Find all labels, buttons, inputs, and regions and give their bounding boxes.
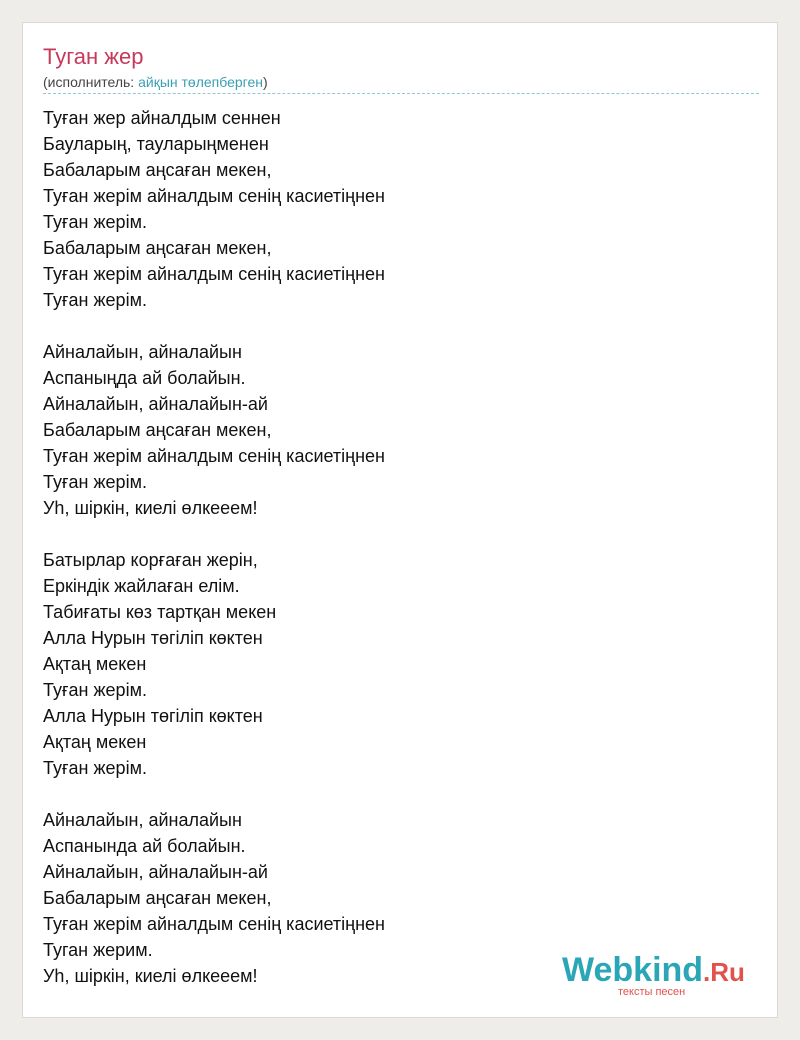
artist-link[interactable]: айқын төлепберген bbox=[138, 74, 263, 90]
lyric-line: Бабаларым аңсаған мекен, bbox=[43, 888, 272, 908]
lyric-line: Бабаларым аңсаған мекен, bbox=[43, 160, 272, 180]
artist-line bbox=[43, 73, 268, 91]
lyric-line: Туған жерім. bbox=[43, 472, 147, 492]
lyric-line: Табиғаты көз тартқан мекен bbox=[43, 602, 277, 622]
lyric-line: Еркіндік жайлаған елім. bbox=[43, 576, 240, 596]
lyric-line: Туған жерім айналдым сенің касиетіңнен bbox=[43, 264, 385, 284]
lyric-line: Ақтаң мекен bbox=[43, 654, 147, 674]
lyrics-card bbox=[22, 22, 778, 1018]
lyric-line: Айналайын, айналайын-ай bbox=[43, 394, 268, 414]
lyric-line: Туган жерим. bbox=[43, 940, 153, 960]
lyric-line: Туған жерім. bbox=[43, 680, 147, 700]
lyrics-body bbox=[43, 105, 759, 1015]
lyric-line: Туған жерім. bbox=[43, 212, 147, 232]
lyric-line: Бабаларым аңсаған мекен, bbox=[43, 238, 272, 258]
artist-suffix: ) bbox=[263, 74, 268, 90]
lyric-line: Айналайын, айналайын bbox=[43, 342, 242, 362]
stanza bbox=[43, 339, 759, 521]
lyric-line: Туған жерім. bbox=[43, 758, 147, 778]
lyric-line: Туған жерім айналдым сенің касиетіңнен bbox=[43, 914, 385, 934]
title-divider bbox=[43, 93, 759, 94]
logo-wordmark bbox=[562, 952, 745, 990]
lyric-line: Алла Нурын төгіліп көктен bbox=[43, 628, 263, 648]
lyric-line: Аспаныңда ай болайын. bbox=[43, 368, 246, 388]
song-title: Туган жер bbox=[43, 44, 144, 69]
lyric-line: Уһ, шіркін, киелі өлкееем! bbox=[43, 966, 258, 986]
webkind-logo[interactable] bbox=[562, 952, 762, 1000]
lyric-line: Айналайын, айналайын bbox=[43, 810, 242, 830]
lyric-line: Туған жерім айналдым сенің касиетіңнен bbox=[43, 186, 385, 206]
lyric-line: Туған жер айналдым сеннен bbox=[43, 108, 281, 128]
logo-brand: Webkind bbox=[562, 951, 704, 989]
stanza bbox=[43, 547, 759, 781]
lyric-line: Аспанында ай болайын. bbox=[43, 836, 246, 856]
logo-tagline: тексты песен bbox=[618, 986, 686, 998]
lyric-line: Айналайын, айналайын-ай bbox=[43, 862, 268, 882]
artist-prefix: (исполнитель: bbox=[43, 74, 139, 90]
lyric-line: Бауларың, тауларыңменен bbox=[43, 134, 269, 154]
stanza bbox=[43, 105, 759, 313]
lyric-line: Уһ, шіркін, киелі өлкееем! bbox=[43, 498, 258, 518]
lyric-line: Алла Нурын төгіліп көктен bbox=[43, 706, 263, 726]
lyric-line: Туған жерім. bbox=[43, 290, 147, 310]
lyric-line: Ақтаң мекен bbox=[43, 732, 147, 752]
lyric-line: Батырлар корғаған жерін, bbox=[43, 550, 258, 570]
lyric-line: Бабаларым аңсаған мекен, bbox=[43, 420, 272, 440]
logo-dot: . bbox=[703, 957, 711, 987]
logo-tld: Ru bbox=[710, 957, 745, 987]
lyric-line: Туған жерім айналдым сенің касиетіңнен bbox=[43, 446, 385, 466]
